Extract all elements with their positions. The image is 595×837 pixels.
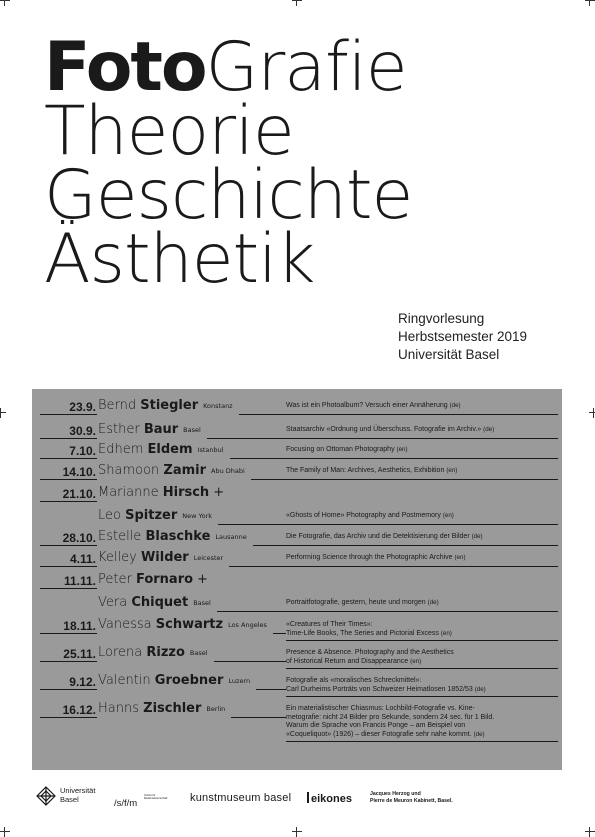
title-foto: Foto [44,28,206,107]
crop-mark-top-center [292,0,302,6]
talk-title-line [286,630,560,639]
subtitle-ringvorlesung: Ringvorlesung [398,311,485,326]
program-row [32,510,562,530]
talk-title [286,446,560,455]
speaker-last-name: Hirsch [162,485,210,500]
talk-language: (en) [446,467,458,474]
speaker-last-name: Zischler [143,701,202,716]
program-row [32,597,562,617]
speaker-city: Lausanne [215,533,247,541]
talk-rule [230,458,286,459]
talk-title [286,649,560,666]
talk-rule [251,479,286,480]
talk-underline [286,479,558,480]
talk-rule [231,717,286,718]
talk-underline [286,545,558,546]
speaker-first-name: Edhem [98,442,144,457]
speaker-name [98,422,201,437]
sfm-mark: /s/f/m [114,798,138,809]
talk-title [286,554,560,563]
talk-language: (de) [473,730,485,738]
date-rule [40,438,97,439]
talk-title [286,677,560,694]
speaker-city: Konstanz [203,402,233,410]
speaker-name [98,529,247,544]
speaker-name [98,673,250,688]
talk-title-text: Die Fotografie, das Archiv und die Detektisierung der Bilder [286,533,470,540]
lecture-date: 14.10. [62,465,96,479]
speaker-last-name: Blaschke [145,529,211,544]
talk-underline [286,741,558,742]
herzog-de-meuron-logo [370,791,500,804]
talk-title-line [286,467,560,476]
talk-title-line [286,446,560,455]
lecture-date: 21.10. [62,487,96,501]
program-row [32,424,562,444]
talk-underline [286,458,558,459]
date-rule [40,545,97,546]
speaker-first-name: Marianne [98,485,159,500]
talk-title [286,599,560,608]
talk-title-text: Warum die Sprache von Francis Ponge – am Beispiel von [286,722,466,730]
talk-title-text: Staatsarchiv «Ordnung und Überschuss. Fotografie im Archiv.» [286,426,482,433]
program-row [32,574,562,594]
kunstmuseum-logo: kunstmuseum basel [190,792,292,804]
talk-underline [286,524,558,525]
talk-language: (en) [410,657,422,665]
talk-title-line [286,658,560,667]
talk-title-line [286,621,560,630]
speaker-city: Luzern [228,677,251,685]
crop-mark-right-middle [589,408,595,418]
talk-title-line [286,533,560,542]
speaker-name [98,595,211,610]
program-row [32,619,562,639]
talk-title [286,705,560,739]
footer-logos [0,778,595,818]
speaker-last-name: Stiegler [140,398,199,413]
talk-underline [286,696,558,697]
speaker-name [98,617,267,632]
talk-rule [214,661,286,662]
speaker-first-name: Peter [98,572,132,587]
unibas-line1: Universität [60,786,96,795]
speaker-first-name: Kelley [98,550,137,565]
crop-mark-bottom-right [585,827,595,837]
talk-language: (en) [442,512,454,519]
talk-title-line [286,722,560,731]
talk-title [286,426,560,435]
talk-title-text: Presence & Absence. Photography and the Aesthetics [286,649,454,656]
speaker-city: Basel [183,426,201,434]
talk-title-text: Fotografie als «moralisches Schreckmittel»: [286,677,422,684]
crop-mark-top-right [585,0,595,6]
title-line-fotografie [44,28,412,107]
talk-title-line [286,554,560,563]
lecture-date: 4.11. [69,552,96,566]
eikones-text: eikones [311,793,352,805]
talk-title-text: Focusing on Ottoman Photography [286,446,395,453]
speaker-name [98,701,225,716]
talk-underline [286,566,558,567]
talk-title-text: «Coqueliquot» (1926) – dieser Fotografie sehr nahe kommt. [286,730,472,738]
talk-title-line [286,731,560,740]
herzog-line1: Jacques Herzog und [370,791,421,797]
speaker-name [98,485,224,500]
crop-mark-top-left [0,0,10,6]
speaker-first-name: Bernd [98,398,137,413]
program-row [32,444,562,464]
talk-rule [229,566,286,567]
talk-rule [239,414,286,415]
speaker-last-name: Zamir [163,463,207,478]
program-row [32,701,562,738]
speaker-city: Abu Dhabi [211,467,245,475]
speaker-first-name: Hanns [98,701,139,716]
talk-title-line [286,714,560,723]
talk-title [286,621,560,638]
talk-underline [286,640,558,641]
unibas-line2: Basel [60,794,79,804]
speaker-first-name: Valentin [98,673,151,688]
poster-title [44,28,413,299]
speaker-first-name: Shamoon [98,463,160,478]
unibas-emblem-icon [36,786,56,806]
talk-title-text: The Family of Man: Archives, Aesthetics, Exhibition [286,467,445,474]
lecture-date: 18.11. [63,619,96,633]
program-row [32,552,562,572]
talk-rule [256,689,286,690]
speaker-last-name: Chiquet [131,595,189,610]
speaker-first-name: Vanessa [98,617,152,632]
speaker-first-name: Estelle [98,529,142,544]
speaker-city: Los Angeles [228,621,267,629]
date-rule [40,501,97,502]
talk-underline [286,414,558,415]
program-row [32,487,562,507]
program-row [32,675,562,695]
speaker-name [98,463,245,478]
subtitle-university: Universität Basel [398,347,500,362]
speaker-name [98,550,223,565]
talk-underline [286,438,558,439]
sfm-small-line1: Institut für [144,794,156,797]
talk-language: (en) [396,446,408,453]
talk-language: (de) [427,599,439,606]
speaker-last-name: Fornaro [135,572,194,587]
speaker-last-name: Eldem [147,442,193,457]
talk-title [286,512,560,521]
talk-title-line [286,677,560,686]
talk-language: (de) [483,426,495,433]
crop-mark-left-middle [0,408,6,418]
lecture-date: 28.10. [62,531,96,545]
speaker-last-name: Baur [143,422,179,437]
date-rule [40,458,97,459]
title-line-geschichte: Geschichte [44,156,413,235]
talk-rule [253,545,286,546]
speaker-city: Leicester [193,554,224,562]
subtitle-semester: Herbstsemester 2019 [398,329,528,344]
talk-title-text: «Ghosts of Home» Photography and Postmemory [286,512,441,519]
speaker-last-name: Spitzer [125,508,178,523]
talk-language: (de) [449,402,461,409]
herzog-line2: Pierre de Meuron Kabinett, Basel. [370,797,453,804]
date-rule [40,479,97,480]
lecture-date: 11.11. [63,574,96,588]
talk-title-line [286,686,560,695]
lecture-date: 23.9. [69,400,96,414]
talk-title-text: Performing Science through the Photographic Archive [286,554,453,561]
talk-title-text: Time-Life Books, The Series and Pictorial Excess [286,629,439,637]
talk-rule [207,438,286,439]
talk-title-line [286,402,560,411]
talk-title [286,402,560,411]
speaker-name [98,645,208,660]
speaker-city: Berlin [206,705,226,713]
speaker-first-name: Leo [98,508,121,523]
date-rule [40,588,97,589]
program-row [32,400,562,420]
program-row [32,465,562,485]
speaker-name [98,398,233,413]
date-rule [40,717,97,718]
title-line-theorie: Theorie [44,92,294,171]
speaker-first-name: Esther [98,422,140,437]
talk-title-text: Ein materialistischer Chiasmus: Lochbild-Fotografie vs. Kine- [286,705,475,712]
date-rule [40,689,97,690]
event-subtitle [398,310,527,364]
talk-underline [286,611,558,612]
talk-title-text: Carl Durheims Porträts von Schweizer Heimatlosen 1852/53 [286,685,473,693]
talk-title-text: of Historical Return and Disappearance [286,657,409,665]
talk-language: (en) [454,554,466,561]
speaker-name [98,508,212,523]
talk-rule [217,611,286,612]
lecture-date: 25.11. [63,647,96,661]
talk-title-text: metografie: nicht 24 Bilder pro Sekunde, sondern 24 sec. für 1 Bild. [286,713,495,721]
date-rule [40,633,97,634]
speaker-name [98,442,224,457]
crop-mark-bottom-center [292,827,302,837]
talk-title-text: Portraitfotografie, gestern, heute und morgen [286,599,426,606]
talk-title-text: «Creatures of Their Times»: [286,621,373,628]
title-line-aesthetik: Ästhetik [44,220,315,299]
speaker-first-name: Vera [98,595,128,610]
crop-mark-bottom-left [0,827,10,837]
title-grafie: Grafie [205,28,407,107]
talk-title [286,467,560,476]
speaker-city: Basel [193,599,211,607]
talk-title-line [286,705,560,714]
lecture-date: 16.12. [62,703,96,717]
speaker-city: Istanbul [197,446,224,454]
date-rule [40,414,97,415]
eikones-logo [307,792,352,805]
talk-title-line [286,426,560,435]
speaker-last-name: Schwartz [155,617,224,632]
talk-title-text: Was ist ein Photoalbum? Versuch einer Annäherung [286,402,448,409]
speaker-city: New York [182,512,213,520]
program-row [32,531,562,551]
talk-language: (de) [471,533,483,540]
speaker-plus-sign: + [213,485,225,500]
lecture-date: 7.10. [69,444,96,458]
talk-rule [218,524,286,525]
speaker-last-name: Rizzo [146,645,185,660]
speaker-first-name: Lorena [98,645,143,660]
talk-title-line [286,649,560,658]
program-panel [32,389,562,770]
speaker-last-name: Wilder [140,550,189,565]
talk-title-line [286,512,560,521]
speaker-city: Basel [189,649,208,657]
talk-title-line [286,599,560,608]
lecture-date: 30.9. [69,424,96,438]
date-rule [40,661,97,662]
talk-rule [273,633,286,634]
speaker-last-name: Groebner [154,673,224,688]
program-row [32,647,562,667]
speaker-plus-sign: + [197,572,208,587]
talk-language: (de) [474,685,486,693]
sfm-small-line2: Medienwissenschaft [144,797,168,801]
speaker-name [98,572,208,587]
sfm-logo [114,793,168,811]
talk-title [286,533,560,542]
talk-language: (en) [440,629,452,637]
lecture-date: 9.12. [69,675,96,689]
talk-underline [286,668,558,669]
date-rule [40,566,97,567]
